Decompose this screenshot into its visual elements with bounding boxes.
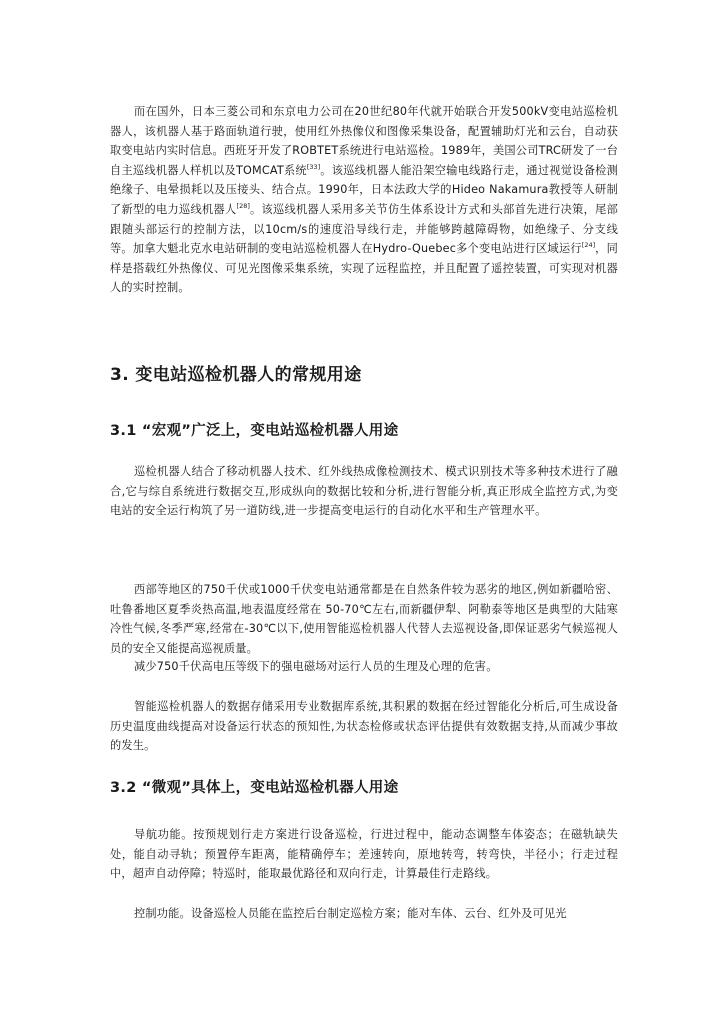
intro-text-2: 。该巡线机器人能沿架空输电线路行走，通过视觉设备检测绝缘子、电晕损耗以及压接头、结合点。1990年，日本法政大学的Hideo Nakamura教授等人研制了新型的电力巡线机器人 [110,163,618,216]
citation-24: [24] [581,241,596,250]
section-3-2-paragraph: 导航功能。按预规划行走方案进行设备巡检，行进过程中，能动态调整车体姿态；在磁轨缺失处，能自动寻轨；预置停车距离，能精确停车；差速转向，原地转弯，转弯快，半径小；行走过程中，超声自动停障；特巡时，能取最优路径和双向行走，计算最佳行走路线。 [110,828,618,881]
section-3-heading: 3. 变电站巡检机器人的常规用途 [110,365,362,385]
intro-text-1: 而在国外，日本三菱公司和东京电力公司在20世纪80年代就开始联合开发500kV变电站巡检机器人，该机器人基于路面轨道行驶，使用红外热像仪和图像采集设备，配置辅助灯光和云台，自动获取变电站内实时信息。西班牙开发了ROBTET系统进行电站巡检。1989年，美国公司TRC研发了一台自主巡线机器人样机以及TOMCAT系统 [110,105,618,177]
section-3-1-heading: 3.1 “宏观”广泛上，变电站巡检机器人用途 [110,423,399,439]
section-3-1-paragraph: 智能巡检机器人的数据存储采用专业数据库系统,其积累的数据在经过智能化分析后,可生成设备历史温度曲线提高对设备运行状态的预知性,为状态检修或状态评估提供有效数据支持,从而减少事故的发生。 [110,700,618,753]
intro-paragraph [110,102,618,298]
citation-33: [33] [306,162,321,171]
section-3-1-paragraph: 西部等地区的750千伏或1000千伏变电站通常都是在自然条件较为恶劣的地区,例如新疆哈密、吐鲁番地区夏季炎热高温,地表温度经常在 50-70℃左右,而新疆伊犁、阿勒泰等地区是典型的大陆寒冷性气候,冬季严寒,经常在-30℃以下,使用智能巡检机器人代替人去巡视设备,即保证恶劣气候巡视人员的安全又能提高巡视质量。 [110,583,618,655]
section-3-2-paragraph: 控制功能。设备巡检人员能在监控后台制定巡检方案；能对车体、云台、红外及可见光 [134,907,567,920]
intro-text-4: ，同样是搭载红外热像仪、可见光图像采集系统，实现了远程监控，并且配置了遥控装置，可实现对机器人的实时控制。 [110,242,618,295]
section-3-1-paragraph: 巡检机器人结合了移动机器人技术、红外线热成像检测技术、模式识别技术等多种技术进行了融合,它与综自系统进行数据交互,形成纵向的数据比较和分析,进行智能分析,真正形成全监控方式,为变电站的安全运行构筑了另一道防线,进一步提高变电运行的自动化水平和生产管理水平。 [110,465,618,518]
citation-28: [28] [236,201,250,210]
section-3-2-heading: 3.2 “微观”具体上，变电站巡检机器人用途 [110,780,399,796]
intro-text-3: 。该巡线机器人采用多关节仿生体系设计方式和头部首先进行决策，尾部跟随头部运行的控制方法，以10cm/s的速度沿导线行走，并能够跨越障碍物，如绝缘子、分支线等。加拿大魁北克水电站研制的变电站巡检机器人在Hydro-Quebec多个变电站进行区域运行 [110,202,619,256]
section-3-1-paragraph: 减少750千伏高电压等级下的强电磁场对运行人员的生理及心理的危害。 [134,660,498,673]
